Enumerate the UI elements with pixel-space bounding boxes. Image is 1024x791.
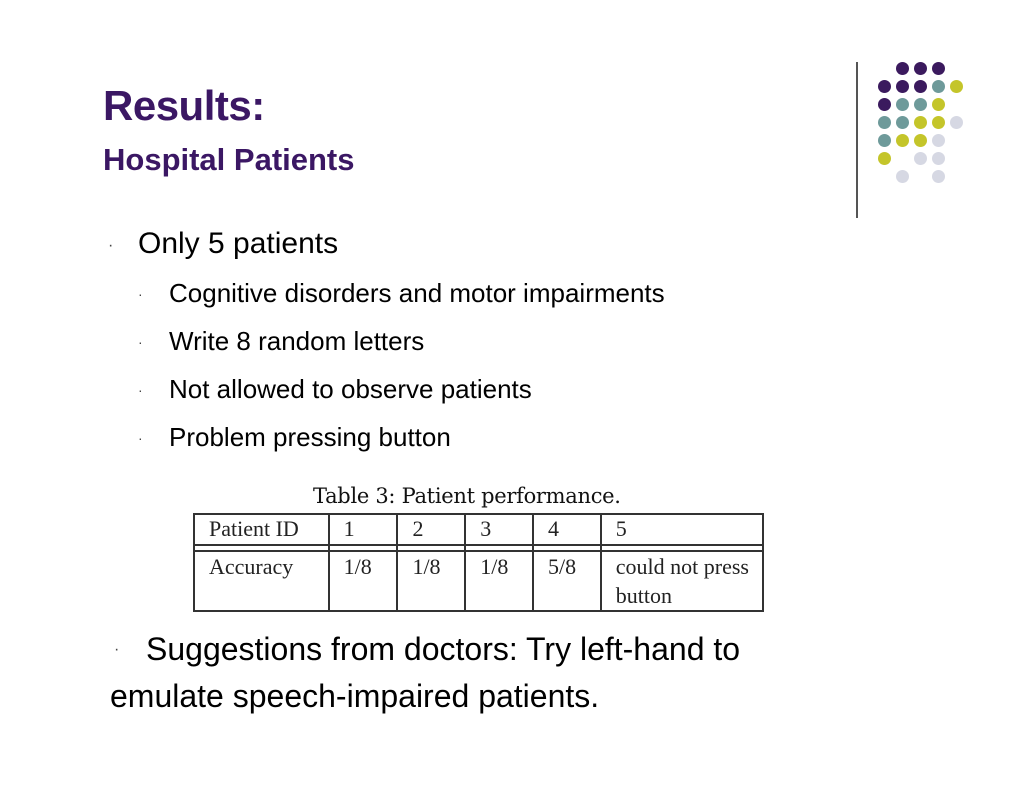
table-caption: Table 3: Patient performance. — [313, 484, 621, 508]
decorative-dot — [932, 62, 945, 75]
decorative-dot — [932, 170, 945, 183]
table-header-row — [194, 514, 763, 545]
decorative-dot — [878, 116, 891, 129]
bullet-text: Only 5 patients — [138, 227, 339, 260]
table-cell: 1/8 — [329, 551, 398, 611]
slide-subtitle: Hospital Patients — [103, 142, 355, 177]
table-cell: 5/8 — [533, 551, 601, 611]
decorative-dot — [914, 62, 927, 75]
closing-bullet — [110, 626, 850, 719]
divider-line — [856, 62, 858, 218]
decorative-dot — [896, 116, 909, 129]
decorative-dot — [914, 134, 927, 147]
table-cell: could not press button — [601, 551, 763, 611]
decorative-dot — [878, 80, 891, 93]
bullet-marker-icon: · — [138, 430, 143, 446]
decorative-dot — [932, 152, 945, 165]
decorative-dot — [896, 170, 909, 183]
decorative-dot — [914, 116, 927, 129]
table-cell: 2 — [397, 514, 465, 545]
bullet-marker-icon: · — [138, 382, 143, 398]
decorative-dot — [932, 80, 945, 93]
bullet-marker-icon: · — [138, 286, 143, 302]
patient-performance-table — [193, 513, 764, 612]
bullet-marker-icon: · — [114, 641, 120, 658]
decorative-dot — [878, 98, 891, 111]
table-header-label: Patient ID — [194, 514, 329, 545]
sub-bullet-text: Write 8 random letters — [169, 326, 425, 356]
decorative-dot — [950, 80, 963, 93]
table-cell: 1 — [329, 514, 398, 545]
bullet-marker-icon: · — [108, 237, 114, 254]
table-cell: 4 — [533, 514, 601, 545]
decorative-dot — [932, 98, 945, 111]
decorative-dot — [878, 152, 891, 165]
decorative-dot — [896, 62, 909, 75]
slide-title: Results: — [103, 82, 265, 129]
table-cell: 1/8 — [465, 551, 533, 611]
decorative-dot — [914, 98, 927, 111]
decorative-dot — [896, 80, 909, 93]
decorative-dot — [914, 80, 927, 93]
decorative-dot — [950, 116, 963, 129]
decorative-dot — [878, 134, 891, 147]
table-cell: 1/8 — [397, 551, 465, 611]
sub-bullet-text: Not allowed to observe patients — [169, 374, 532, 404]
decorative-dot — [932, 116, 945, 129]
table-row — [194, 551, 763, 611]
bullet-marker-icon: · — [138, 334, 143, 350]
closing-bullet-text: Suggestions from doctors: Try left-hand to emulate speech-impaired patients. — [110, 631, 741, 714]
table-cell: 5 — [601, 514, 763, 545]
sub-bullet-text: Problem pressing button — [169, 422, 451, 452]
decorative-dot — [896, 98, 909, 111]
decorative-dot — [914, 152, 927, 165]
table-row-label: Accuracy — [194, 551, 329, 611]
decorative-dot — [932, 134, 945, 147]
table-cell: 3 — [465, 514, 533, 545]
sub-bullet-text: Cognitive disorders and motor impairments — [169, 278, 665, 308]
decorative-dot — [896, 134, 909, 147]
